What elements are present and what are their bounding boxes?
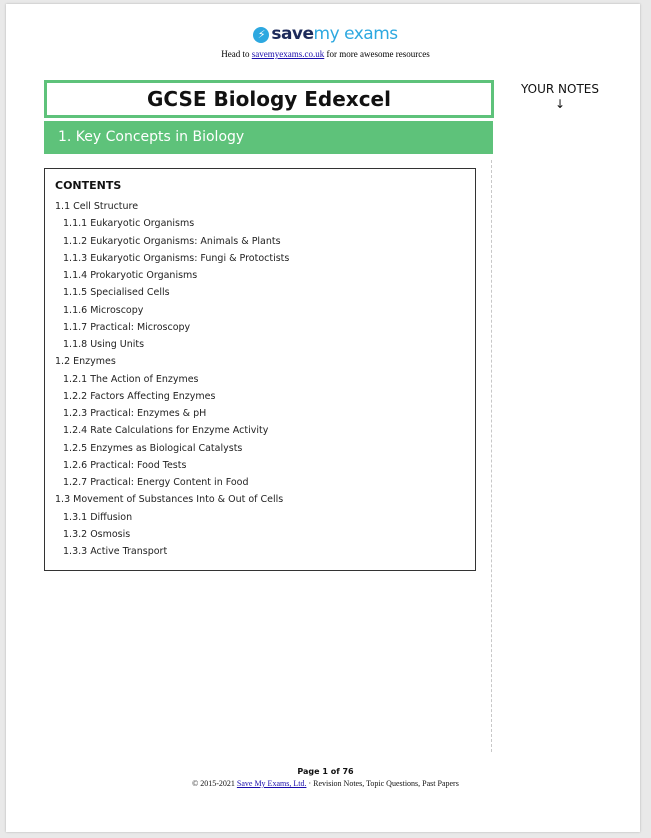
contents-list — [55, 198, 289, 560]
contents-item[interactable]: 1.1.8 Using Units — [63, 339, 145, 350]
copyright-link[interactable]: Save My Exams, Ltd. — [236, 779, 307, 788]
contents-item[interactable]: 1.2 Enzymes — [55, 356, 116, 368]
tagline-suffix: for more awesome resources — [326, 49, 430, 59]
notes-divider — [491, 160, 492, 752]
contents-item[interactable]: 1.1.3 Eukaryotic Organisms: Fungi & Protoctists — [63, 252, 290, 264]
contents-item[interactable]: 1.3.3 Active Transport — [63, 546, 168, 557]
contents-item[interactable]: 1.1 Cell Structure — [55, 201, 139, 212]
contents-item[interactable]: 1.1.5 Specialised Cells — [63, 287, 170, 299]
contents-item[interactable]: 1.1.7 Practical: Microscopy — [63, 321, 191, 333]
tagline-link[interactable]: savemyexams.co.uk — [251, 49, 325, 59]
document-title: GCSE Biology Edexcel — [44, 80, 494, 118]
contents-item[interactable]: 1.2.6 Practical: Food Tests — [63, 459, 187, 471]
contents-item[interactable]: 1.2.2 Factors Affecting Enzymes — [63, 390, 216, 402]
header-tagline — [0, 49, 651, 59]
contents-item[interactable]: 1.2.3 Practical: Enzymes & pH — [63, 408, 207, 419]
copyright-suffix: · Revision Notes, Topic Questions, Past Papers — [308, 779, 459, 788]
logo-text-myexams: my exams — [313, 24, 398, 44]
contents-item[interactable]: 1.1.1 Eukaryotic Organisms — [63, 218, 195, 230]
your-notes-label: YOUR NOTES — [520, 82, 599, 96]
contents-item[interactable]: 1.2.7 Practical: Energy Content in Food — [63, 477, 249, 488]
site-logo[interactable] — [0, 24, 651, 44]
logo-text-save: save — [271, 24, 314, 44]
contents-item[interactable]: 1.1.2 Eukaryotic Organisms: Animals & Plants — [63, 235, 281, 247]
contents-item[interactable]: 1.2.5 Enzymes as Biological Catalysts — [63, 442, 243, 454]
down-arrow-icon: ↓ — [554, 97, 566, 111]
contents-item[interactable]: 1.3.1 Diffusion — [63, 511, 133, 523]
lightning-bolt-icon: ⚡ — [253, 27, 269, 43]
section-heading: 1. Key Concepts in Biology — [44, 121, 493, 154]
page-number: Page 1 of 76 — [297, 767, 354, 776]
footer-copyright — [0, 779, 651, 788]
tagline-prefix: Head to — [221, 49, 250, 59]
contents-item[interactable]: 1.1.6 Microscopy — [63, 304, 144, 316]
contents-item[interactable]: 1.3 Movement of Substances Into & Out of Cells — [55, 494, 284, 506]
contents-heading: CONTENTS — [55, 179, 122, 192]
contents-item[interactable]: 1.3.2 Osmosis — [63, 528, 131, 540]
copyright-prefix: © 2015-2021 — [192, 779, 235, 788]
contents-item[interactable]: 1.1.4 Prokaryotic Organisms — [63, 270, 198, 281]
contents-item[interactable]: 1.2.4 Rate Calculations for Enzyme Activity — [63, 425, 269, 437]
contents-box — [44, 168, 476, 571]
contents-item[interactable]: 1.2.1 The Action of Enzymes — [63, 373, 199, 385]
